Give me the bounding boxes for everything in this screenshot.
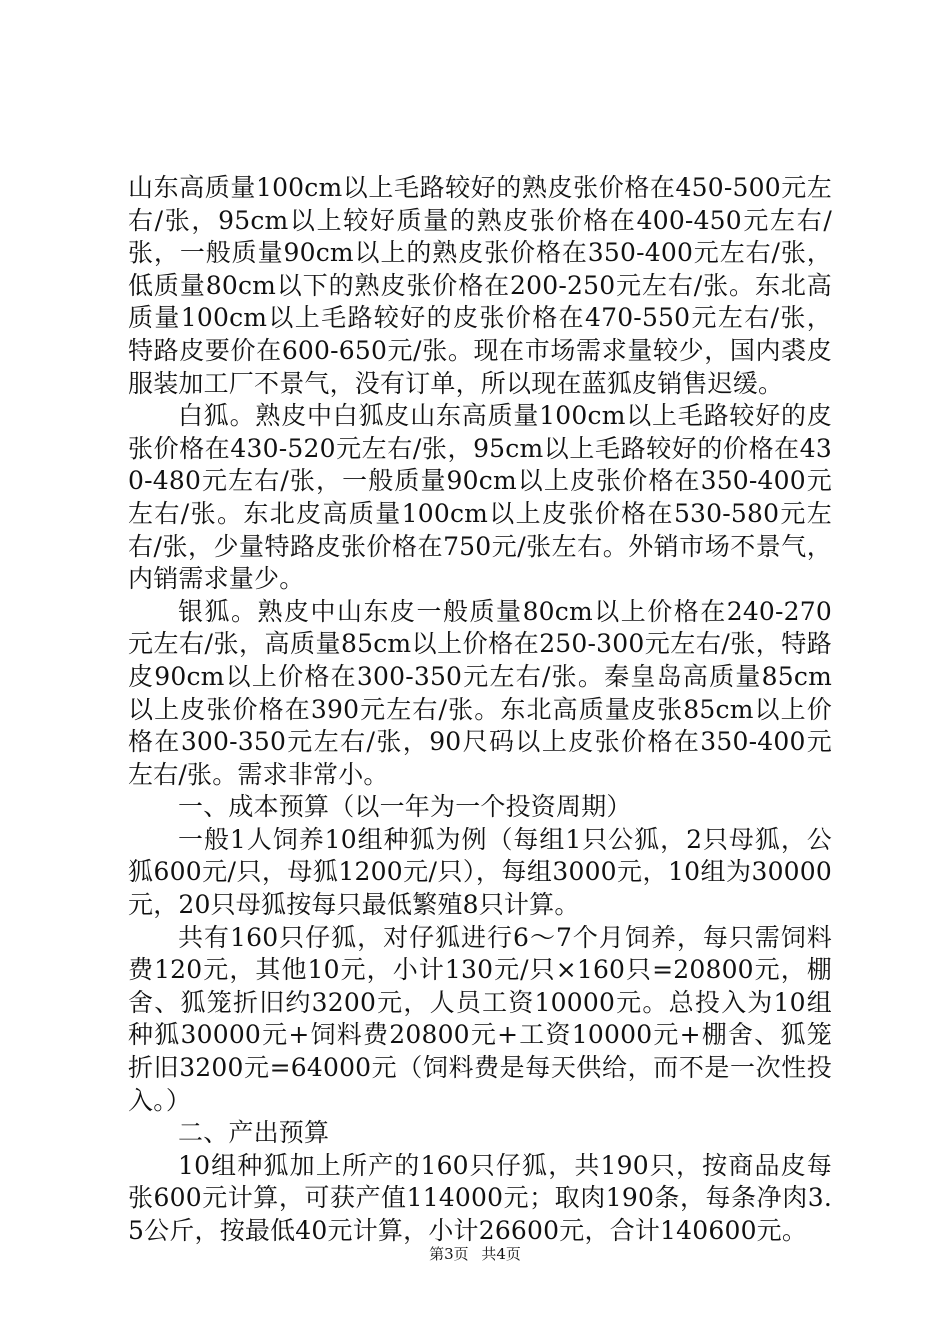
paragraph-breeding-stock: 一般1人饲养10组种狐为例（每组1只公狐，2只母狐，公狐600元/只，母狐1200元/只），每组3000元，10组为30000元，20只母狐按每只最低繁殖8只计算。 — [128, 824, 832, 920]
paragraph-white-fox-prices: 白狐。熟皮中白狐皮山东高质量100cm以上毛路较好的皮张价格在430-520元左右/张，95cm以上毛路较好的价格在430-480元左右/张，一般质量90cm以上皮张价格在350-400元左右/张。东北皮高质量100cm以上皮张价格在530-580元左右/张，少量特路皮张价格在750元/张左右。外销市场不景气，内销需求量少。 — [128, 401, 832, 594]
paragraph-silver-fox-prices: 银狐。熟皮中山东皮一般质量80cm以上价格在240-270元左右/张，高质量85cm以上价格在250-300元左右/张，特路皮90cm以上价格在300-350元左右/张。秦皇岛高质量85cm以上皮张价格在390元左右/张。东北高质量皮张85cm以上价格在300-350元左右/张，90尺码以上皮张价格在350-400元左右/张。需求非常小。 — [128, 596, 832, 789]
heading-cost-budget: 一、成本预算（以一年为一个投资周期） — [178, 792, 632, 822]
paragraph-blue-fox-prices: 山东高质量100cm以上毛路较好的熟皮张价格在450-500元左右/张，95cm以上较好质量的熟皮张价格在400-450元左右/张，一般质量90cm以上的熟皮张价格在350-400元左右/张，低质量80cm以下的熟皮张价格在200-250元左右/张。东北高质量100cm以上毛路较好的皮张价格在470-550元左右/张，特路皮要价在600-650元/张。现在市场需求量较少，国内裘皮服装加工厂不景气，没有订单，所以现在蓝狐皮销售迟缓。 — [128, 173, 832, 398]
page-footer — [0, 1244, 950, 1264]
page-number: 第3页 — [429, 1245, 469, 1263]
paragraph-total-investment: 共有160只仔狐，对仔狐进行6～7个月饲养，每只需饲料费120元，其他10元，小计130元/只×160只=20800元，棚舍、狐笼折旧约3200元，人员工资10000元。总投入为10组种狐30000元+饲料费20800元+工资10000元+棚舍、狐笼折旧3200元=64000元（饲料费是每天供给，而不是一次性投入。） — [128, 922, 832, 1115]
page-total: 共4页 — [481, 1245, 521, 1263]
paragraph-output-value: 10组种狐加上所产的160只仔狐，共190只，按商品皮每张600元计算，可获产值114000元；取肉190条，每条净肉3.5公斤，按最低40元计算，小计26600元，合计140600元。 — [128, 1150, 832, 1245]
document-body — [128, 172, 832, 1248]
heading-output-budget: 二、产出预算 — [178, 1118, 330, 1148]
